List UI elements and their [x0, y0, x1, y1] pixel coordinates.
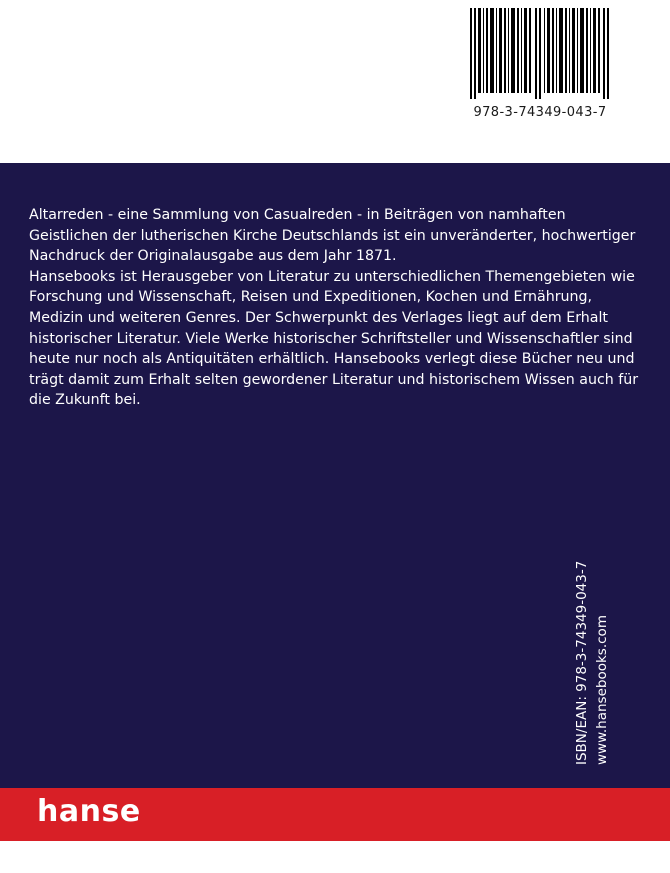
website-text: www.hansebooks.com	[594, 615, 610, 765]
book-description	[29, 205, 644, 411]
barcode-box	[462, 2, 614, 122]
footer-band	[0, 788, 670, 841]
bottom-white-area	[0, 841, 670, 873]
description-paragraph-2: Hansebooks ist Herausgeber von Literatur zu unterschiedlichen Themengebieten wie Forschung und Wissenschaft, Reisen und Expeditionen, Kochen und Ernährung, Medizin und weiteren Genres. Der Schwerpunkt des Verlages liegt auf dem Erhalt historischer Literatur. Viele Werke historischer Schriftsteller und Wissenschaftler sind heute nur noch als Antiquitäten erhältlich. Hansebooks verlegt diese Bücher neu und trägt damit zum Erhalt selten gewordener Literatur und historischem Wissen auch für die Zukunft bei.	[29, 268, 639, 409]
top-white-area	[0, 0, 670, 163]
barcode-number: 978-3-74349-043-7	[473, 105, 607, 120]
isbn-text: ISBN/EAN: 978-3-74349-043-7	[574, 560, 590, 765]
hanse-logo: hanse	[37, 794, 141, 829]
vertical-publisher-info	[572, 525, 612, 765]
barcode-image	[470, 8, 610, 99]
description-paragraph-1: Altarreden - eine Sammlung von Casualreden - in Beiträgen von namhaften Geistlichen der lutherischen Kirche Deutschlands ist ein unveränderter, hochwertiger Nachdruck der Originalausgabe aus dem Jahr 1871.	[29, 207, 636, 265]
